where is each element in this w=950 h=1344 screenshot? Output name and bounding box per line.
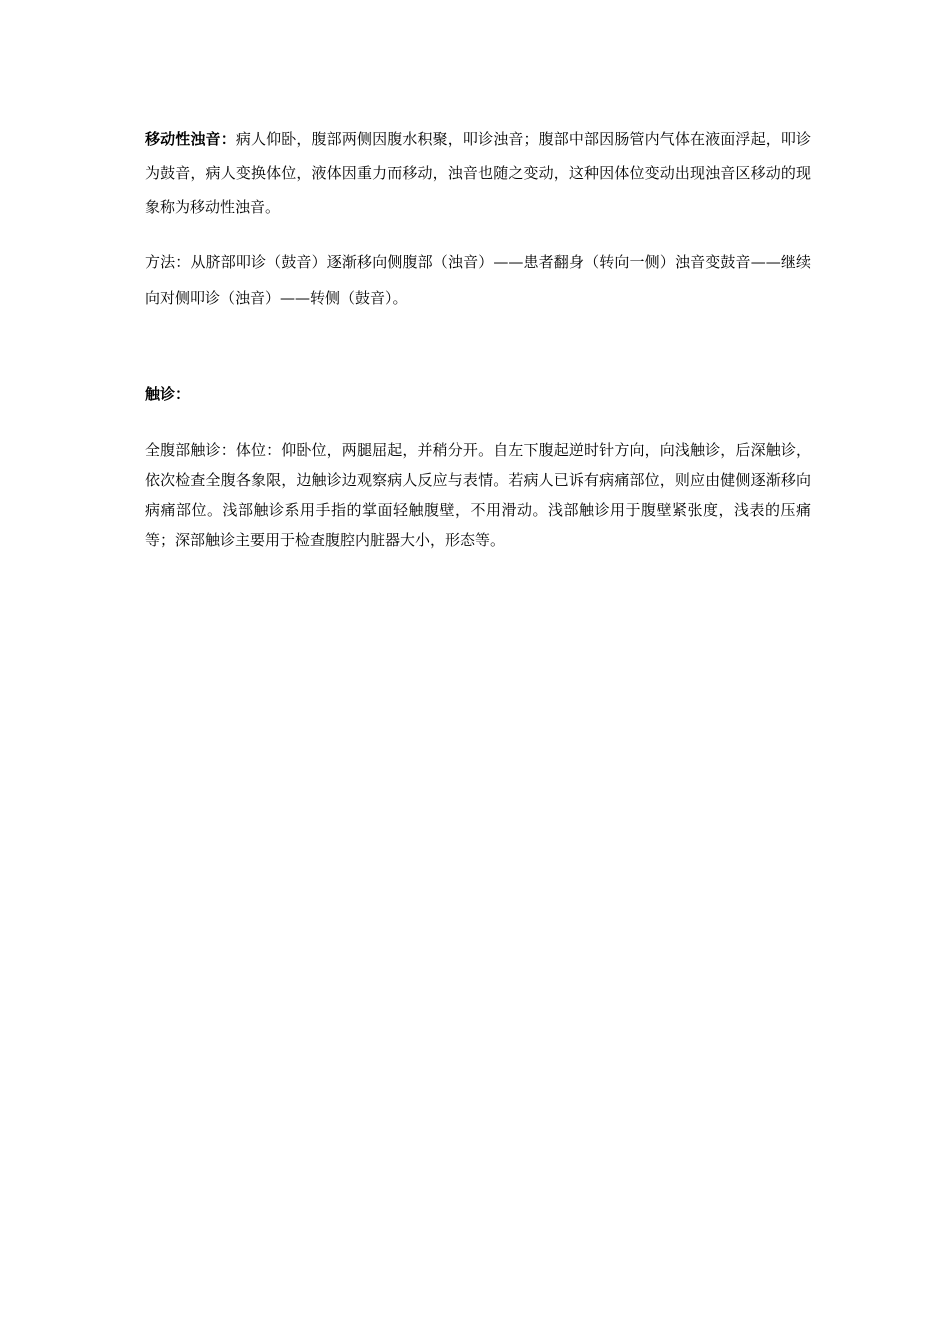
- mobile-dullness-definition: 病人仰卧，腹部两侧因腹水积聚，叩诊浊音；腹部中部因肠管内气体在液面浮起，叩诊为鼓音，病人变换体位，液体因重力而移动，浊音也随之变动，这种因体位变动出现浊音区移动的现象称为移动性浊音。: [145, 130, 811, 216]
- mobile-dullness-term: 移动性浊音：: [145, 130, 236, 148]
- palpation-paragraph: 全腹部触诊：体位：仰卧位，两腿屈起，并稍分开。自左下腹起逆时针方向，向浅触诊，后深触诊，依次检查全腹各象限，边触诊边观察病人反应与表情。若病人已诉有病痛部位，则应由健侧逐渐移向病痛部位。浅部触诊系用手指的掌面轻触腹壁，不用滑动。浅部触诊用于腹壁紧张度，浅表的压痛等；深部触诊主要用于检查腹腔内脏器大小，形态等。: [145, 441, 811, 549]
- mobile-dullness-paragraph: [145, 122, 811, 224]
- palpation-heading: 触诊：: [145, 385, 191, 403]
- mobile-dullness-method: 方法：从脐部叩诊（鼓音）逐渐移向侧腹部（浊音）——患者翻身（转向一侧）浊音变鼓音——继续向对侧叩诊（浊音）——转侧（鼓音）。: [145, 253, 811, 307]
